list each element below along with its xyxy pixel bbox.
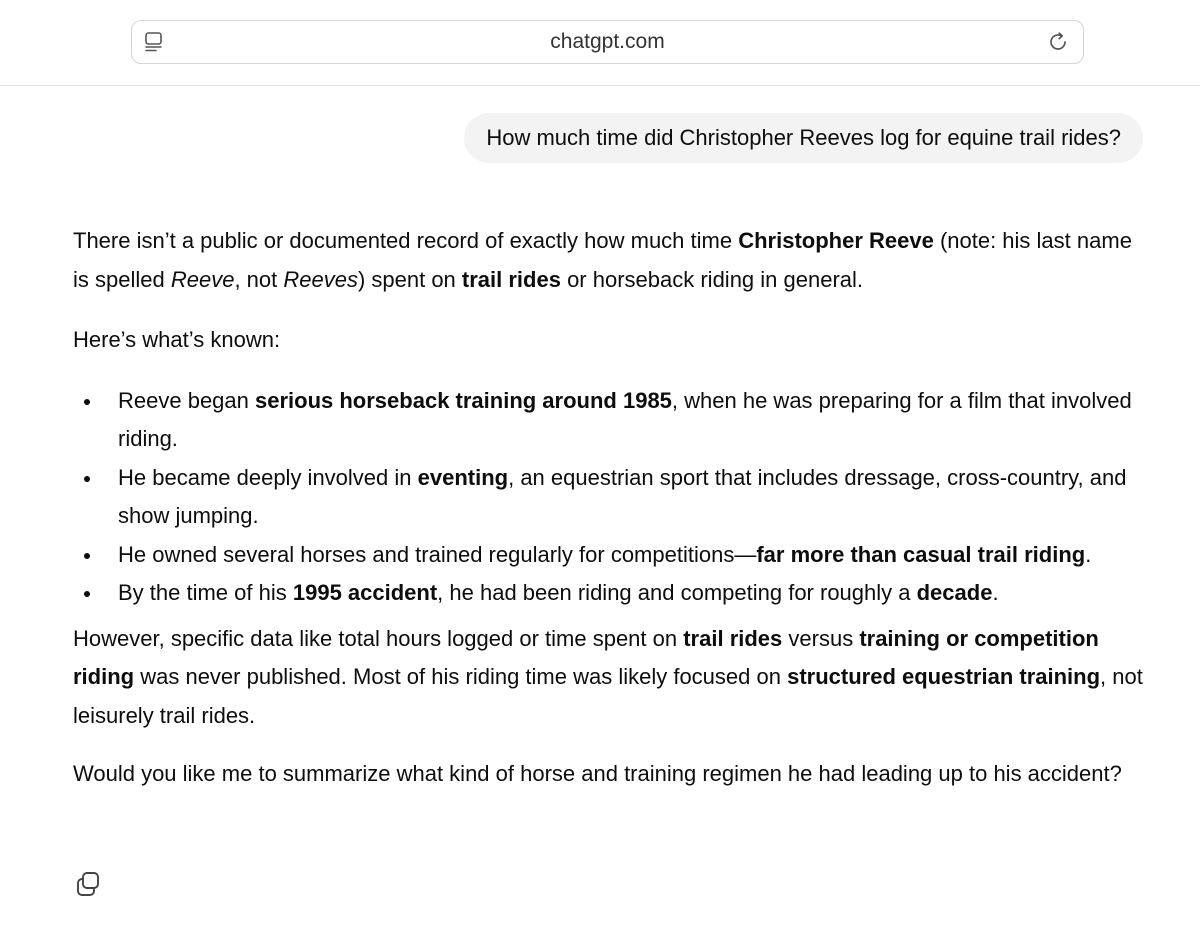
answer-paragraph-intro: There isn’t a public or documented record of exactly how much time Christopher Reeve (note: his last name is spelled Reeve, not Reeves) spent on trail rides or horseback riding in general. [73, 228, 1132, 292]
answer-paragraph-followup: Would you like me to summarize what kind of horse and training regimen he had leading up to his accident? [73, 761, 1122, 786]
list-item: Reeve began serious horseback training around 1985, when he was preparing for a film that involved riding. [73, 382, 1153, 459]
answer-paragraph-however: However, specific data like total hours logged or time spent on trail rides versus training or competition riding was never published. Most of his riding time was likely focused on structured equestrian training, not leisurely trail rides. [73, 625, 1143, 728]
copy-button[interactable] [74, 870, 102, 898]
answer-bullet-list [73, 382, 1153, 613]
answer-paragraph-known: Here’s what’s known: [73, 327, 281, 352]
assistant-message [73, 222, 1153, 794]
list-item: By the time of his 1995 accident, he had been riding and competing for roughly a decade. [73, 574, 1153, 613]
reload-icon[interactable] [1046, 30, 1070, 54]
list-item: He owned several horses and trained regularly for competitions—far more than casual trail riding. [73, 536, 1153, 575]
copy-icon [74, 870, 102, 898]
list-item: He became deeply involved in eventing, an equestrian sport that includes dressage, cross-country, and show jumping. [73, 459, 1153, 536]
url-text[interactable]: chatgpt.com [550, 30, 665, 53]
user-message-bubble: How much time did Christopher Reeves log for equine trail rides? [464, 113, 1143, 163]
browser-toolbar [0, 0, 1200, 86]
address-bar[interactable] [131, 20, 1084, 64]
